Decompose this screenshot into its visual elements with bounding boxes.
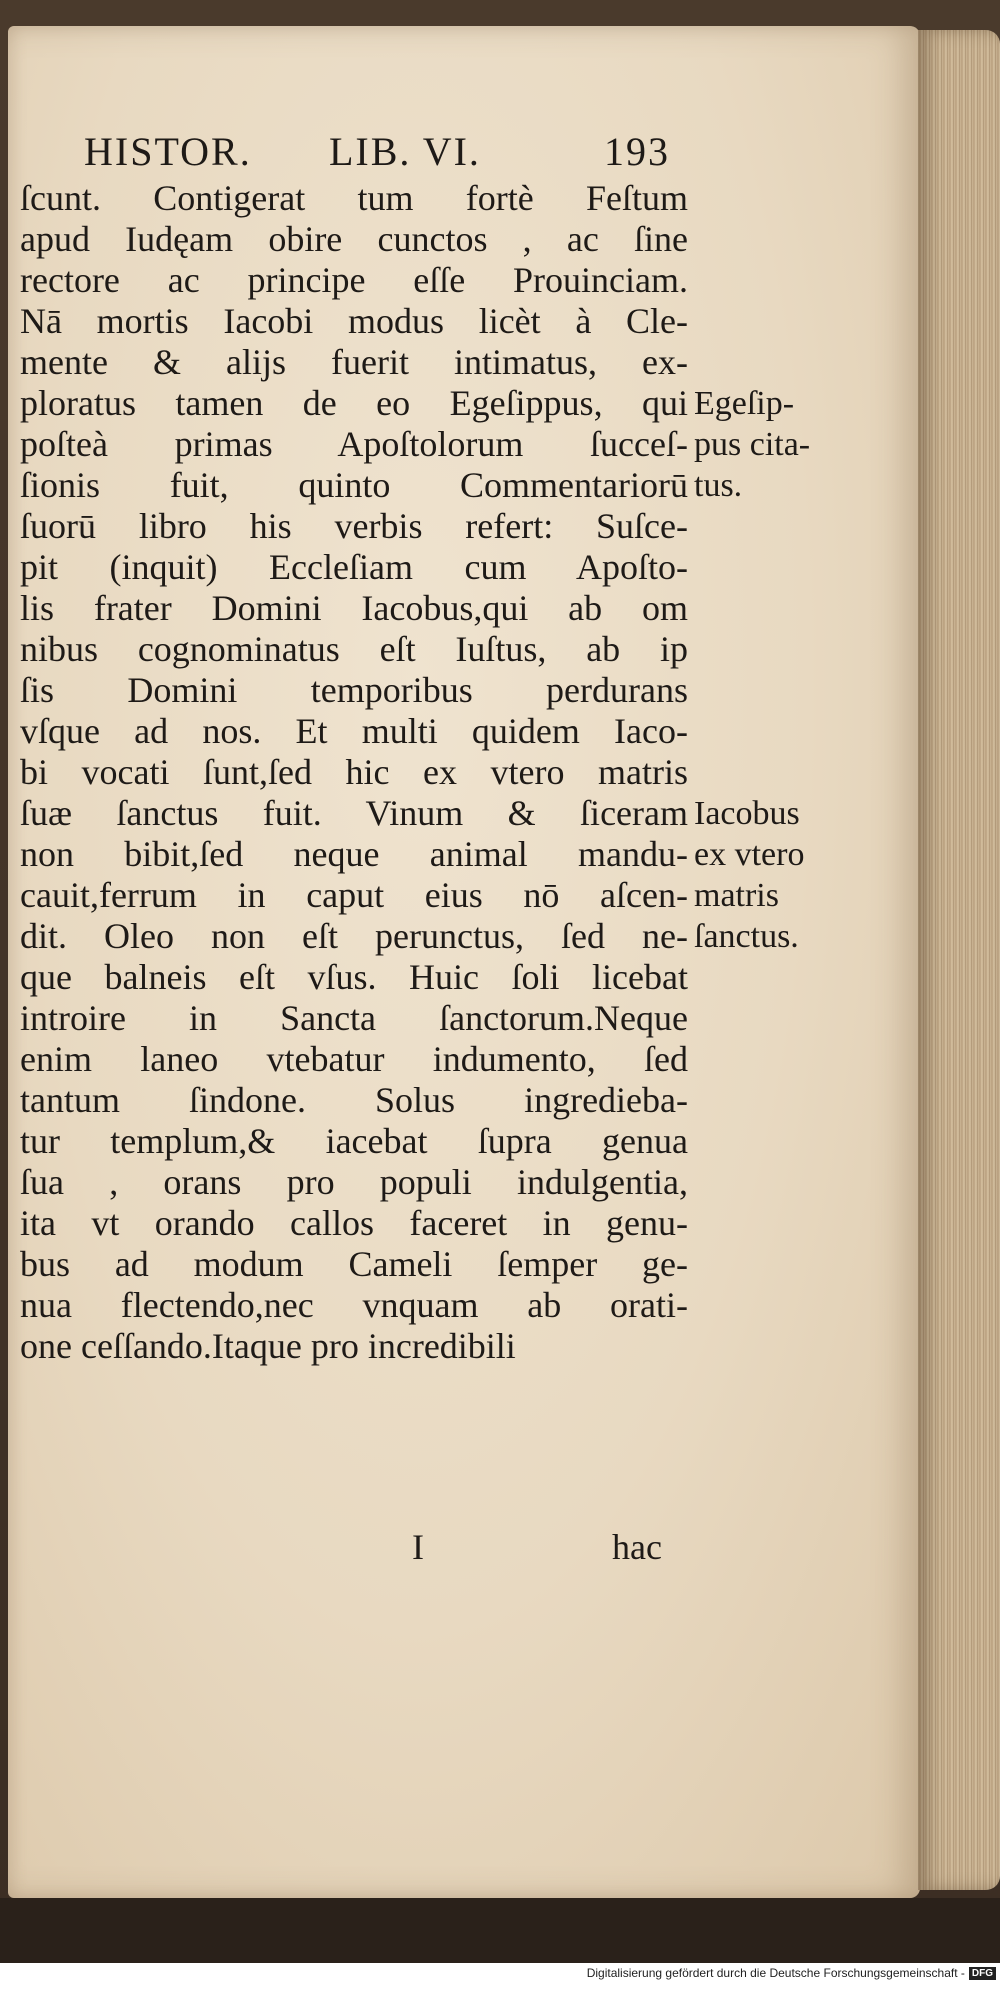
text-line: nibus cognominatus eſt Iuſtus, ab ip	[20, 629, 688, 669]
margin-note-line: ex vtero	[694, 836, 805, 873]
margin-note-line: ſanctus.	[694, 918, 799, 955]
margin-note-egesippus	[694, 383, 894, 506]
text-line: ploratus tamen de eo Egeſippus, qui	[20, 383, 688, 423]
text-line: poſteà primas Apoſtolorum ſucceſ-	[20, 424, 688, 464]
text-line: ſua , orans pro populi indulgentia,	[20, 1162, 688, 1202]
text-line: apud Iudęam obire cunctos , ac ſine	[20, 219, 688, 259]
text-line: rectore ac principe eſſe Prouinciam.	[20, 260, 688, 300]
text-line: ita vt orando callos faceret in genu-	[20, 1203, 688, 1243]
page-edges	[918, 30, 1000, 1890]
text-line: vſque ad nos. Et multi quidem Iaco-	[20, 711, 688, 751]
margin-note-line: Iacobus	[694, 795, 800, 832]
running-header	[84, 128, 684, 176]
text-line: introire in Sancta ſanctorum.Neque	[20, 998, 688, 1038]
margin-note-line: Egeſip-	[694, 385, 795, 422]
dfg-logo: DFG	[969, 1967, 996, 1980]
text-line: tur templum,& iacebat ſupra genua	[20, 1121, 688, 1161]
text-line: Nā mortis Iacobi modus licèt à Cle-	[20, 301, 688, 341]
body-text	[20, 178, 688, 1367]
text-line: ſcunt. Contigerat tum fortè Feſtum	[20, 178, 688, 218]
text-line: ſis Domini temporibus perdurans	[20, 670, 688, 710]
signature-mark: I	[412, 1527, 424, 1567]
margin-note-line: tus.	[694, 467, 743, 504]
text-line: dit. Oleo non eſt perunctus, ſed ne-	[20, 916, 688, 956]
text-line: bi vocati ſunt,ſed hic ex vtero matris	[20, 752, 688, 792]
text-line: bus ad modum Cameli ſemper ge-	[20, 1244, 688, 1284]
text-line: pit (inquit) Eccleſiam cum Apoſto-	[20, 547, 688, 587]
scan-bottom-border	[0, 1898, 1000, 1963]
text-line: ſionis fuit, quinto Commentariorū	[20, 465, 688, 505]
credit-text: Digitalisierung gefördert durch die Deutsche Forschungsgemeinschaft -	[586, 1966, 965, 1980]
text-line: ſuorū libro his verbis refert: Suſce-	[20, 506, 688, 546]
text-line: tantum ſindone. Solus ingredieba-	[20, 1080, 688, 1120]
text-line: nua flectendo,nec vnquam ab orati-	[20, 1285, 688, 1325]
page-number: 193	[604, 129, 670, 174]
text-line: lis frater Domini Iacobus,qui ab om	[20, 588, 688, 628]
text-line: non bibit,ſed neque animal mandu-	[20, 834, 688, 874]
margin-note-iacobus	[694, 793, 894, 957]
digitization-credit	[560, 1966, 996, 1986]
text-line: one ceſſando.Itaque pro incredibili	[20, 1326, 516, 1366]
text-line: que balneis eſt vſus. Huic ſoli licebat	[20, 957, 688, 997]
text-line: ſuæ ſanctus fuit. Vinum & ſiceram	[20, 793, 688, 833]
header-book: LIB. VI.	[329, 129, 481, 174]
catchword: hac	[612, 1527, 662, 1567]
text-line: enim laneo vtebatur indumento, ſed	[20, 1039, 688, 1079]
header-title: HISTOR.	[84, 129, 252, 174]
margin-note-line: matris	[694, 877, 779, 914]
text-line: mente & alijs fuerit intimatus, ex-	[20, 342, 688, 382]
text-line: cauit,ferrum in caput eius nō aſcen-	[20, 875, 688, 915]
margin-note-line: pus cita-	[694, 426, 811, 463]
